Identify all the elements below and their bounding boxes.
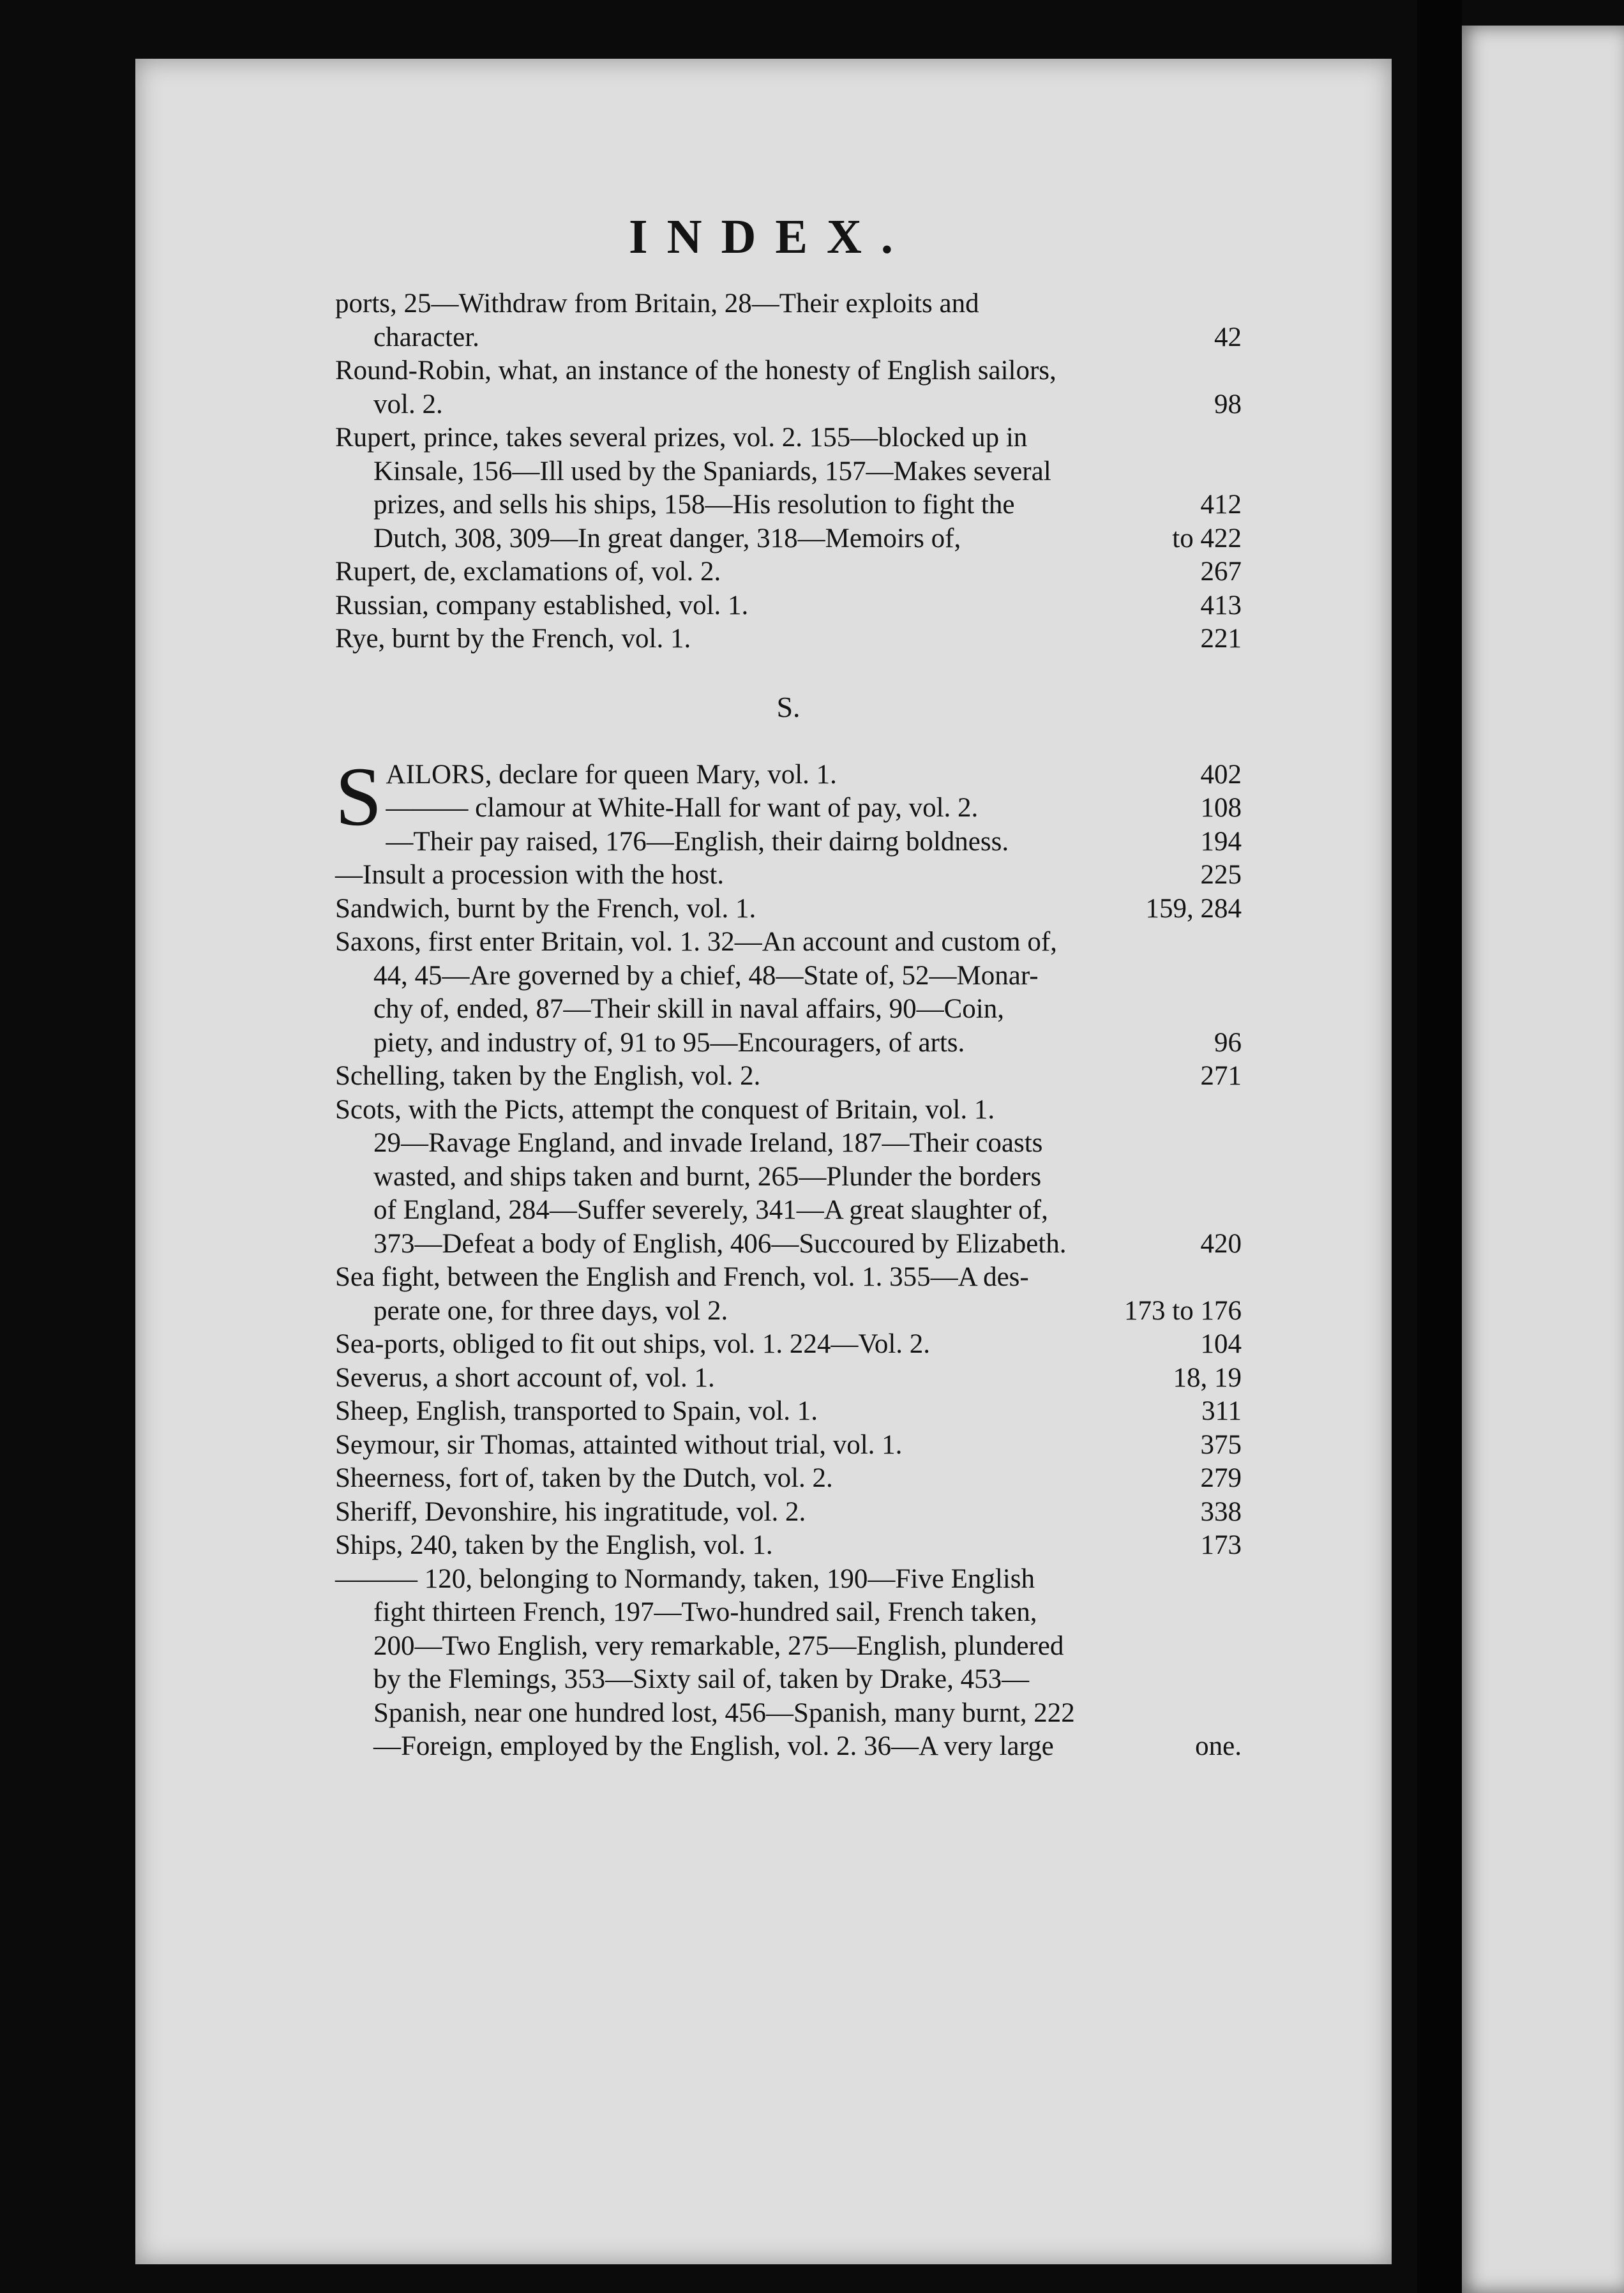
index-entry xyxy=(335,1261,1242,1328)
page-number: 271 xyxy=(1200,1061,1242,1091)
entry-line: by the Flemings, 353—Sixty sail of, taken by Drake, 453— xyxy=(373,1664,1030,1694)
page-number: 42 xyxy=(1214,322,1242,352)
index-entry xyxy=(335,287,1242,354)
page-reference xyxy=(1214,321,1242,355)
page-number: 279 xyxy=(1200,1463,1242,1493)
index-entry xyxy=(335,892,1242,926)
page-reference xyxy=(1195,1730,1242,1764)
entry-line: —Insult a procession with the host. xyxy=(335,860,725,890)
index-entry xyxy=(335,1462,1242,1496)
entry-line: ——— 120, belonging to Normandy, taken, 190—Five English xyxy=(335,1563,1035,1594)
page-reference xyxy=(1146,892,1242,926)
page-reference xyxy=(1201,1060,1242,1094)
entry-line: 200—Two English, very remarkable, 275—English, plundered xyxy=(373,1630,1064,1661)
entry-line: Sea-ports, obliged to fit out ships, vol. 1. 224—Vol. 2. xyxy=(335,1329,931,1359)
entry-line: Dutch, 308, 309—In great danger, 318—Memoirs of, xyxy=(373,523,961,553)
entry-line: Saxons, first enter Britain, vol. 1. 32—An account and custom of, xyxy=(335,927,1057,957)
entry-line: Seymour, sir Thomas, attainted without trial, vol. 1. xyxy=(335,1429,903,1460)
index-entry xyxy=(335,421,1242,555)
index-entry xyxy=(335,926,1242,1060)
entry-line: Kinsale, 156—Ill used by the Spaniards, 157—Makes several xyxy=(373,456,1051,486)
entry-line: Schelling, taken by the English, vol. 2. xyxy=(335,1061,761,1091)
entry-line: 29—Ravage England, and invade Ireland, 187—Their coasts xyxy=(373,1128,1043,1158)
page-reference xyxy=(1201,622,1242,656)
page-number: 98 xyxy=(1214,389,1242,419)
page-number: 96 xyxy=(1214,1027,1242,1058)
entry-line: —Foreign, employed by the English, vol. 2. 36—A very large xyxy=(373,1731,1054,1761)
index-entry xyxy=(335,1529,1242,1563)
drop-cap: S xyxy=(335,749,382,843)
page-number: 173 xyxy=(1200,1530,1242,1560)
page-number: 104 xyxy=(1200,1329,1242,1359)
index-entry xyxy=(335,1362,1242,1395)
page-number: to 422 xyxy=(1172,523,1242,553)
index-entry xyxy=(335,1328,1242,1362)
page-reference xyxy=(1201,1328,1242,1362)
page-reference xyxy=(1201,589,1242,623)
index-entry xyxy=(335,622,1242,656)
index-entry xyxy=(335,1060,1242,1094)
page-number: 18, 19 xyxy=(1173,1362,1242,1393)
entry-line: Ships, 240, taken by the English, vol. 1. xyxy=(335,1530,773,1560)
index-entry xyxy=(335,1563,1242,1764)
entry-line: Sheriff, Devonshire, his ingratitude, vol. 2. xyxy=(335,1496,806,1527)
page-reference xyxy=(1201,1228,1242,1261)
page-number: 311 xyxy=(1201,1396,1242,1426)
page-reference xyxy=(1201,1395,1242,1429)
entry-line: 44, 45—Are governed by a chief, 48—State of, 52—Monar- xyxy=(373,960,1039,991)
index-entry xyxy=(335,589,1242,623)
page-header: INDEX. xyxy=(629,210,912,264)
entry-line: AILORS, declare for queen Mary, vol. 1. xyxy=(386,759,837,790)
page-number: 420 xyxy=(1200,1228,1242,1259)
entry-line: fight thirteen French, 197—Two-hundred sail, French taken, xyxy=(373,1597,1037,1627)
entry-line: wasted, and ships taken and burnt, 265—Plunder the borders xyxy=(373,1161,1042,1192)
entry-line: Round-Robin, what, an instance of the honesty of English sailors, xyxy=(335,356,1056,386)
entry-line: 373—Defeat a body of English, 406—Succoured by Elizabeth. xyxy=(373,1228,1067,1259)
page-reference xyxy=(1201,1529,1242,1563)
page-number: 194 xyxy=(1200,826,1242,857)
entry-line: Spanish, near one hundred lost, 456—Spanish, many burnt, 222 xyxy=(373,1697,1075,1728)
entry-line: character. xyxy=(373,322,479,352)
index-top-entries xyxy=(335,287,1242,656)
page-number: 412 xyxy=(1200,490,1242,520)
page-reference xyxy=(1201,859,1242,892)
page-number: 159, 284 xyxy=(1145,893,1242,924)
page-number: 338 xyxy=(1200,1496,1242,1527)
index-entry xyxy=(335,1094,1242,1261)
index-entry xyxy=(335,859,1242,892)
page-reference xyxy=(1201,758,1242,792)
entry-line: of England, 284—Suffer severely, 341—A great slaughter of, xyxy=(373,1195,1048,1225)
page-number: 221 xyxy=(1200,624,1242,654)
index-entry xyxy=(335,1496,1242,1530)
section-heading-s: S. xyxy=(776,690,801,723)
entry-line: piety, and industry of, 91 to 95—Encouragers, of arts. xyxy=(373,1027,965,1058)
index-s-entries xyxy=(335,749,1242,1764)
page-reference xyxy=(1124,1295,1242,1328)
page-reference xyxy=(1172,488,1242,555)
index-entry xyxy=(335,792,1242,825)
index-entry xyxy=(335,825,1242,859)
entry-line: Sea fight, between the English and French, vol. 1. 355—A des- xyxy=(335,1262,1029,1292)
entry-line: Rupert, prince, takes several prizes, vol. 2. 155—blocked up in xyxy=(335,423,1028,453)
entry-line: Sheep, English, transported to Spain, vol. 1. xyxy=(335,1396,818,1426)
page-number: 225 xyxy=(1200,860,1242,890)
facing-page-edge xyxy=(1459,26,1624,2293)
page-reference xyxy=(1214,388,1242,422)
page-reference xyxy=(1201,792,1242,825)
page-number: 267 xyxy=(1200,557,1242,587)
page-reference xyxy=(1201,1429,1242,1462)
entry-line: Severus, a short account of, vol. 1. xyxy=(335,1362,715,1393)
index-entry xyxy=(335,354,1242,421)
page-reference xyxy=(1201,1496,1242,1530)
entry-line: Scots, with the Picts, attempt the conquest of Britain, vol. 1. xyxy=(335,1094,995,1125)
page-number: 108 xyxy=(1200,793,1242,823)
page-reference xyxy=(1214,1026,1242,1060)
entry-line: Sheerness, fort of, taken by the Dutch, vol. 2. xyxy=(335,1463,833,1493)
page-number: 173 to 176 xyxy=(1124,1295,1242,1326)
index-text-block xyxy=(335,287,1242,1764)
entry-line: prizes, and sells his ships, 158—His resolution to fight the xyxy=(373,490,1015,520)
entry-line: Rye, burnt by the French, vol. 1. xyxy=(335,624,691,654)
entry-line: Sandwich, burnt by the French, vol. 1. xyxy=(335,893,756,924)
entry-line: chy of, ended, 87—Their skill in naval affairs, 90—Coin, xyxy=(373,994,1004,1024)
book-gutter xyxy=(1417,0,1462,2293)
entry-line: Russian, company established, vol. 1. xyxy=(335,590,749,620)
entry-line: vol. 2. xyxy=(373,389,443,419)
entry-line: —Their pay raised, 176—English, their dairng boldness. xyxy=(386,826,1009,857)
index-entry xyxy=(335,555,1242,589)
index-entry xyxy=(335,1429,1242,1462)
page-reference xyxy=(1201,825,1242,859)
page-number: 375 xyxy=(1200,1429,1242,1460)
page-number: one. xyxy=(1195,1731,1242,1761)
page-reference xyxy=(1201,1462,1242,1496)
entry-line: ——— clamour at White-Hall for want of pay, vol. 2. xyxy=(386,793,979,823)
page-number: 413 xyxy=(1200,590,1242,620)
entry-line: perate one, for three days, vol 2. xyxy=(373,1295,728,1326)
entry-line: ports, 25—Withdraw from Britain, 28—Their exploits and xyxy=(335,289,979,319)
page-reference xyxy=(1201,555,1242,589)
entry-line: Rupert, de, exclamations of, vol. 2. xyxy=(335,557,721,587)
page-number: 402 xyxy=(1200,759,1242,790)
index-entry xyxy=(335,1395,1242,1429)
page-reference xyxy=(1173,1362,1242,1395)
